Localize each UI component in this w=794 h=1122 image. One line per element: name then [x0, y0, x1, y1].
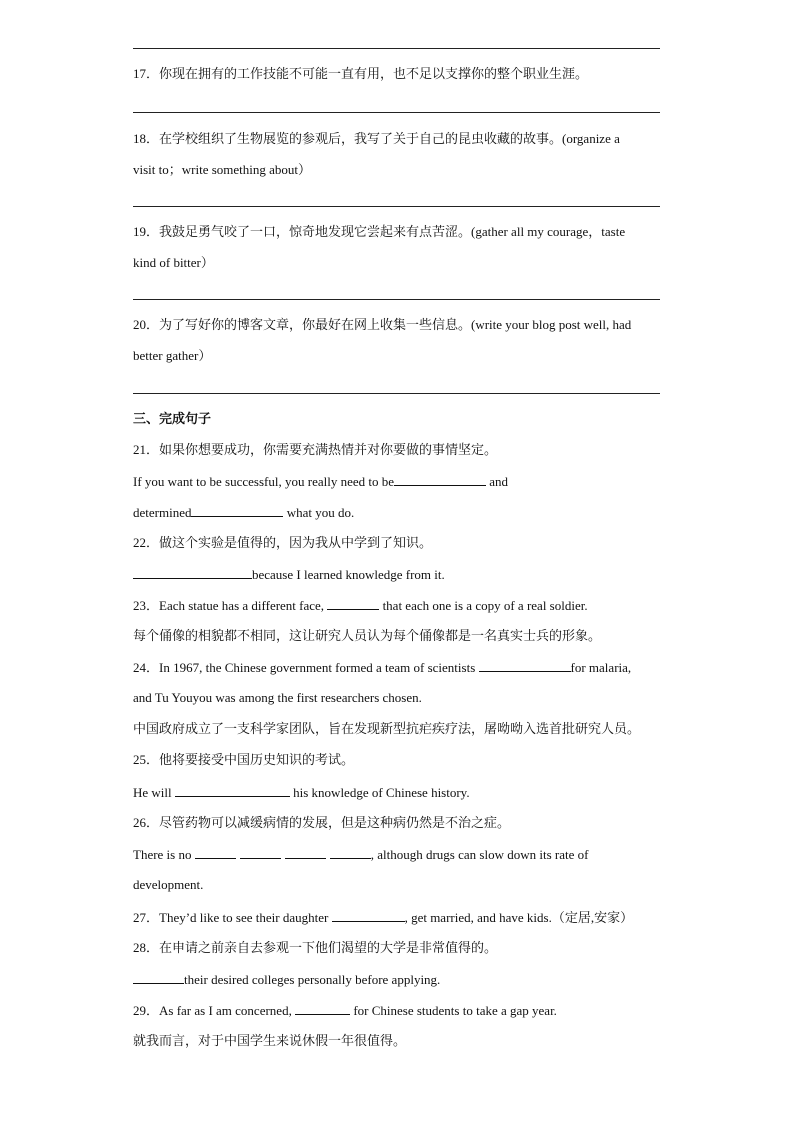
question-25-english — [133, 783, 470, 801]
question-21-chinese: 21．如果你想要成功，你需要充满热情并对你要做的事情坚定。 — [133, 442, 498, 457]
question-27-english — [133, 908, 633, 926]
question-17: 17．你现在拥有的工作技能不可能一直有用，也不足以支撑你的整个职业生涯。 — [133, 66, 589, 81]
question-19-line1: 19．我鼓足勇气咬了一口，惊奇地发现它尝起来有点苦涩。(gather all my courage，taste — [133, 224, 626, 239]
question-24-english-line2: and Tu Youyou was among the first researchers chosen. — [133, 690, 422, 705]
question-28-english — [133, 970, 440, 988]
answer-line-20[interactable] — [133, 393, 660, 394]
question-18-line1: 18．在学校组织了生物展览的参观后，我写了关于自己的昆虫收藏的故事。(organize a — [133, 131, 620, 146]
q29-blank[interactable] — [295, 1001, 350, 1015]
question-24-chinese: 中国政府成立了一支科学家团队，旨在发现新型抗疟疾疗法，屠呦呦入选首批研究人员。 — [133, 721, 641, 736]
question-26-chinese: 26．尽管药物可以减缓病情的发展，但是这种病仍然是不治之症。 — [133, 815, 511, 830]
question-26-english-line1 — [133, 845, 588, 863]
question-18-line2: visit to；write something about） — [133, 162, 312, 177]
q27-blank[interactable] — [332, 908, 405, 922]
q28-blank[interactable] — [133, 970, 184, 984]
q21-text-b: and — [486, 474, 509, 489]
q25-text-b: his knowledge of Chinese history. — [289, 785, 470, 800]
q26-blank-1[interactable] — [195, 845, 236, 859]
answer-line-16[interactable] — [133, 48, 660, 49]
question-20-line2: better gather） — [133, 348, 212, 363]
q25-blank[interactable] — [175, 783, 290, 797]
q21-blank-2[interactable] — [191, 503, 283, 517]
question-24-english-line1 — [133, 658, 631, 676]
question-29-chinese: 就我而言，对于中国学生来说休假一年很值得。 — [133, 1033, 407, 1048]
q23-text-a: 23．Each statue has a different face, — [133, 598, 328, 613]
q27-text-a: 27．They’d like to see their daughter — [133, 910, 332, 925]
question-21-english-line1 — [133, 472, 508, 490]
q26-blank-3[interactable] — [285, 845, 326, 859]
q29-text-a: 29．As far as I am concerned, — [133, 1003, 296, 1018]
answer-line-18[interactable] — [133, 206, 660, 207]
q26-blank-4[interactable] — [330, 845, 371, 859]
question-23-chinese: 每个俑像的相貌都不相同，这让研究人员认为每个俑像都是一名真实士兵的形象。 — [133, 628, 602, 643]
q26-blank-2[interactable] — [240, 845, 281, 859]
q23-blank[interactable] — [327, 596, 379, 610]
question-20-line1: 20．为了写好你的博客文章，你最好在网上收集一些信息。(write your blog post well, had — [133, 317, 632, 332]
question-29-english — [133, 1001, 557, 1019]
q26-text-a: There is no — [133, 847, 195, 862]
question-28-chinese: 28．在申请之前亲自去参观一下他们渴望的大学是非常值得的。 — [133, 940, 498, 955]
q21-text-c: determined — [133, 505, 192, 520]
q22-blank[interactable] — [133, 565, 252, 579]
question-25-chinese: 25．他将要接受中国历史知识的考试。 — [133, 752, 355, 767]
q22-text: because I learned knowledge from it. — [252, 567, 445, 582]
q27-text-b: , get married, and have kids.（定居,安家） — [404, 910, 634, 925]
question-26-english-line2: development. — [133, 877, 204, 892]
q24-text-b: for malaria, — [570, 660, 632, 675]
answer-line-17[interactable] — [133, 112, 660, 113]
question-19-line2: kind of bitter） — [133, 255, 214, 270]
question-22-chinese: 22．做这个实验是值得的，因为我从中学到了知识。 — [133, 535, 433, 550]
q21-text-d: what you do. — [283, 505, 355, 520]
section-heading: 三、完成句子 — [133, 411, 212, 426]
answer-line-19[interactable] — [133, 299, 660, 300]
q23-text-b: that each one is a copy of a real soldier. — [379, 598, 588, 613]
q29-text-b: for Chinese students to take a gap year. — [350, 1003, 557, 1018]
q25-text-a: He will — [133, 785, 175, 800]
question-22-english — [133, 565, 445, 583]
question-23-english — [133, 596, 588, 614]
q21-text-a: If you want to be successful, you really need to be — [133, 474, 395, 489]
question-21-english-line2 — [133, 503, 354, 521]
q26-text-b: , although drugs can slow down its rate of — [370, 847, 589, 862]
q28-text: their desired colleges personally before applying. — [184, 972, 441, 987]
q24-text-a: 24．In 1967, the Chinese government formed a team of scientists — [133, 660, 479, 675]
q24-blank[interactable] — [479, 658, 571, 672]
q21-blank-1[interactable] — [394, 472, 486, 486]
